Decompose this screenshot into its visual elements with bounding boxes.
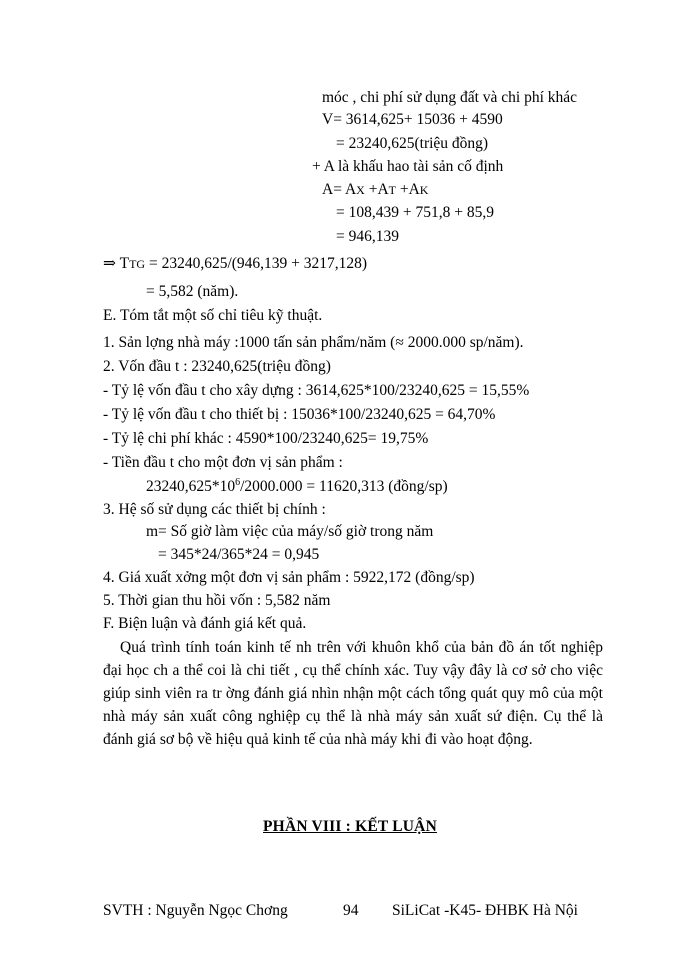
formula-a-plus: +A (364, 181, 389, 198)
formula-a-plus: +A (395, 181, 420, 198)
list-item: - Tỷ lệ vốn đầu t cho thiết bị : 15036*100/23240,625 = 64,70% (103, 406, 496, 423)
formula-a-t: T (388, 183, 396, 197)
ttg-expression: = 23240,625/(946,139 + 3217,128) (145, 255, 368, 272)
ttg-subscript: TG (129, 257, 146, 271)
list-item: 4. Giá xuất xởng một đơn vị sản phẩm : 5922,172 (đồng/sp) (103, 569, 475, 586)
list-item: 5. Thời gian thu hồi vốn : 5,582 năm (103, 592, 331, 609)
footer-page-number: 94 (343, 902, 359, 919)
list-item: m= Số giờ làm việc của máy/số giờ trong năm (146, 523, 434, 540)
text-line: móc , chi phí sử dụng đất và chi phí khác (322, 89, 578, 106)
cost-prefix: 23240,625*10 (146, 478, 236, 495)
list-item (146, 477, 448, 497)
list-item: - Tỷ lệ vốn đầu t cho xây dựng : 3614,625*100/23240,625 = 15,55% (103, 382, 530, 399)
formula-v: V= 3614,625+ 15036 + 4590 (322, 111, 503, 128)
section-e-title: E. Tóm tắt một số chỉ tiêu kỹ thuật. (103, 307, 323, 324)
list-item: 2. Vốn đầu t : 23240,625(triệu đồng) (103, 358, 331, 375)
formula-a-result: = 946,139 (336, 228, 399, 245)
formula-a-prefix: A= A (322, 181, 357, 198)
formula-ttg-result: = 5,582 (năm). (146, 283, 239, 300)
section-heading: PHẦN VIII : KẾT LUẬN (263, 818, 437, 835)
text-line: + A là khấu hao tài sản cố định (312, 158, 504, 175)
formula-a-k: K (419, 183, 429, 197)
formula-v-result: = 23240,625(triệu đồng) (336, 135, 489, 152)
footer-institution: SiLiCat -K45- ĐHBK Hà Nội (392, 902, 578, 919)
list-item: - Tiền đầu t cho một đơn vị sản phẩm : (103, 454, 343, 471)
list-item: 1. Sản lợng nhà máy :1000 tấn sản phẩm/năm (≈ 2000.000 sp/năm). (103, 334, 524, 351)
implies-icon: ⇒ (103, 255, 116, 272)
ttg-symbol: T (119, 255, 130, 272)
list-item: 3. Hệ số sử dụng các thiết bị chính : (103, 501, 326, 518)
formula-a (322, 180, 428, 200)
list-item: = 345*24/365*24 = 0,945 (158, 546, 320, 563)
list-item: - Tỷ lệ chi phí khác : 4590*100/23240,625= 19,75% (103, 430, 429, 447)
formula-ttg (103, 254, 367, 274)
cost-rest: /2000.000 = 11620,313 (đồng/sp) (240, 478, 448, 495)
section-f-paragraph: Quá trình tính toán kinh tế nh trên với khuôn khổ của bản đồ án tốt nghiệp đại học ch a thể coi là chi tiết , cụ thể chính xác. Tuy vậy đây là cơ sở cho việc giúp sinh viên ra tr ờng đánh giá nhìn nhận một cách tổng quát quy mô của một nhà máy sản xuất công nghiệp cụ thể là nhà máy sản xuất sứ điện. Cụ thể là đánh giá sơ bộ về hiệu quả kinh tế của nhà máy khi đi vào hoạt động. (103, 639, 603, 748)
formula-a-sum: = 108,439 + 751,8 + 85,9 (336, 204, 494, 221)
footer-author: SVTH : Nguyễn Ngọc Chơng (103, 902, 288, 919)
formula-a-x: X (356, 183, 365, 197)
section-f-title: F. Biện luận và đánh giá kết quả. (103, 615, 307, 632)
cost-exponent: 6 (235, 476, 241, 488)
